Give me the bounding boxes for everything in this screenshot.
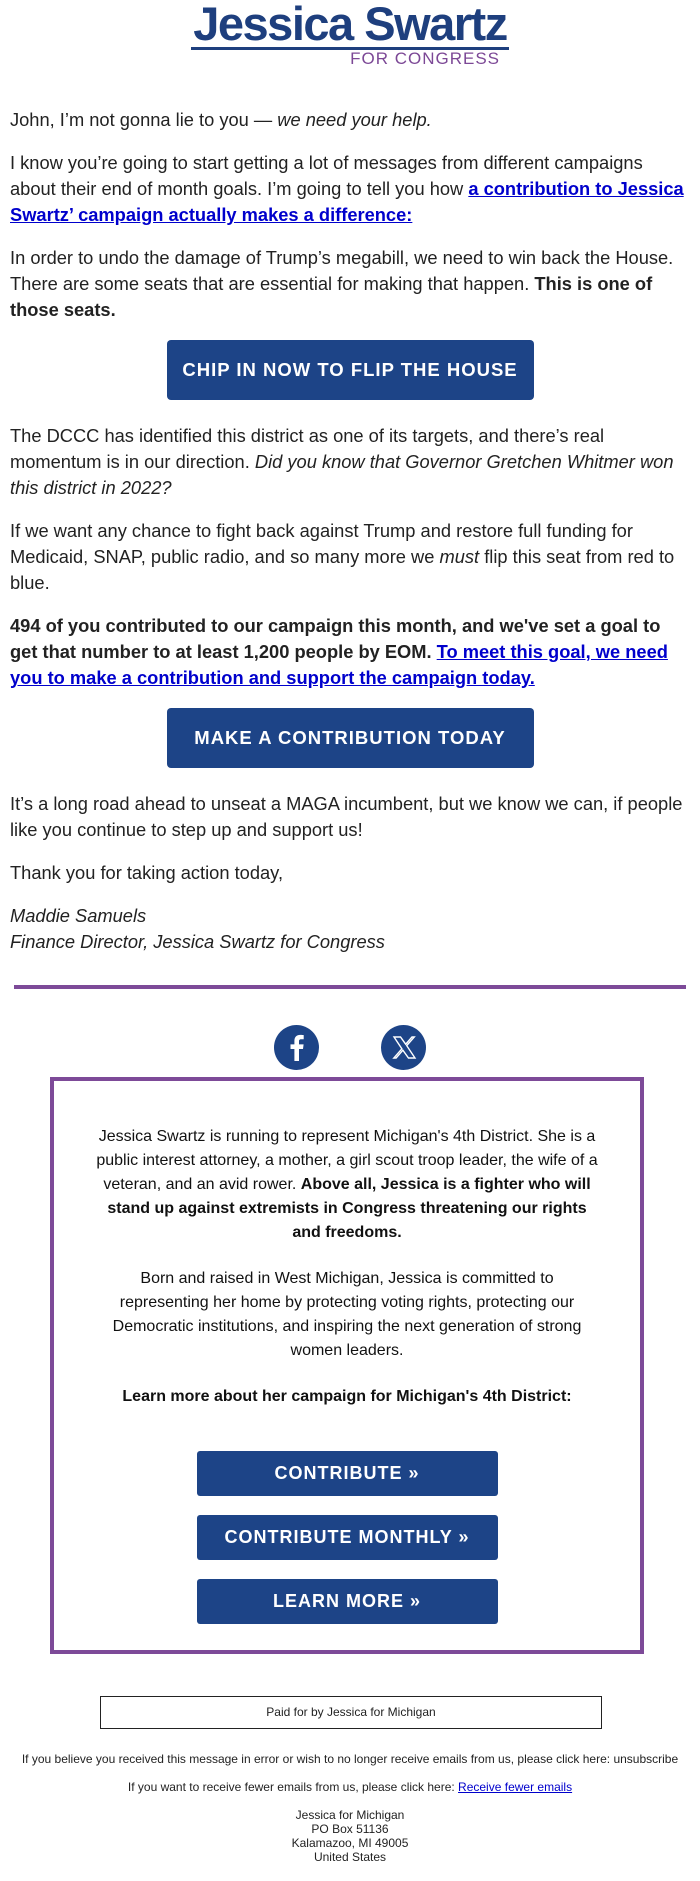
footer xyxy=(0,1752,700,1864)
x-icon[interactable] xyxy=(381,1025,426,1070)
contribution-link[interactable]: a contribution to Jessica Swartz’ campaign actually makes a difference: xyxy=(10,178,684,225)
paragraph-intro: I know you’re going to start getting a lot of messages from different campaigns about their end of month goals. I’m going to tell you how a contribution to Jessica Swartz’ campaign actually makes a difference: xyxy=(10,152,684,225)
email-body xyxy=(0,107,700,955)
bio-paragraph-2: Born and raised in West Michigan, Jessica is committed to representing her home by protecting voting rights, protecting our Democratic institutions, and inspiring the next generation of strong women leaders. xyxy=(112,1270,582,1359)
signature xyxy=(10,903,690,955)
make-contribution-button[interactable]: MAKE A CONTRIBUTION TODAY xyxy=(167,708,534,768)
unsubscribe-text[interactable]: If you believe you received this message in error or wish to no longer receive emails from us, please click here: unsubscribe xyxy=(21,1752,679,1766)
greeting-emphasis: we need your help. xyxy=(277,109,432,130)
goal-link[interactable]: To meet this goal, we need you to make a contribution and support the campaign today. xyxy=(10,641,668,688)
paragraph-road-ahead: It’s a long road ahead to unseat a MAGA incumbent, but we know we can, if people like you continue to step up and support us! xyxy=(10,793,683,840)
learn-more-button[interactable]: LEARN MORE » xyxy=(197,1579,498,1624)
paragraph-greeting: John, I’m not gonna lie to you — we need your help. xyxy=(10,109,432,130)
paragraph-fight-back: If we want any chance to fight back against Trump and restore full funding for Medicaid, SNAP, public radio, and so many more we must flip this seat from red to blue. xyxy=(10,520,675,593)
bio-buttons xyxy=(54,1431,640,1624)
paragraph-goal: 494 of you contributed to our campaign this month, and we've set a goal to get that number to at least 1,200 people by EOM. To meet this goal, we need you to make a contribution and support the campaign today. xyxy=(10,615,668,688)
whitmer-emphasis: Did you know that Governor Gretchen Whitmer won this district in 2022? xyxy=(10,451,674,498)
bio-text xyxy=(54,1081,640,1409)
chip-in-button[interactable]: CHIP IN NOW TO FLIP THE HOUSE xyxy=(167,340,534,400)
paragraph-megabill: In order to undo the damage of Trump’s megabill, we need to win back the House. There are some seats that are essential for making that happen. This is one of those seats. xyxy=(10,247,674,320)
bio-paragraph-1: Jessica Swartz is running to represent Michigan's 4th District. She is a public interest attorney, a mother, a girl scout troop leader, the wife of a veteran, and an avid rower. Above all, Jessica is a fighter who will stand up against extremists in Congress threatening our rights and freedoms. xyxy=(96,1128,598,1241)
fewer-emails-line: If you want to receive fewer emails from us, please click here: Receive fewer emails xyxy=(127,1780,573,1794)
signature-name: Maddie Samuels xyxy=(10,905,147,926)
contribute-button[interactable]: CONTRIBUTE » xyxy=(197,1451,498,1496)
logo-name: Jessica Swartz xyxy=(193,0,507,50)
facebook-icon[interactable] xyxy=(274,1025,319,1070)
cta-container-2 xyxy=(10,708,690,768)
seat-emphasis: This is one of those seats. xyxy=(10,273,653,320)
contribute-monthly-button[interactable]: CONTRIBUTE MONTHLY » xyxy=(197,1515,498,1560)
bio-learn-more-heading: Learn more about her campaign for Michigan's 4th District: xyxy=(122,1388,572,1405)
signature-title: Finance Director, Jessica Swartz for Congress xyxy=(10,931,385,952)
candidate-bio-box xyxy=(50,1077,644,1654)
fewer-emails-link[interactable]: Receive fewer emails xyxy=(458,1780,573,1794)
cta-container-1 xyxy=(10,340,690,400)
logo-subtitle: FOR CONGRESS xyxy=(350,49,500,68)
paragraph-thanks: Thank you for taking action today, xyxy=(10,862,284,883)
paragraph-dccc: The DCCC has identified this district as one of its targets, and there’s real momentum is in our direction. Did you know that Governor Gretchen Whitmer won this district in 2022? xyxy=(10,425,674,498)
mailing-address: Jessica for Michigan PO Box 51136 Kalamazoo, MI 49005 United States xyxy=(291,1808,409,1864)
campaign-logo xyxy=(0,0,700,68)
paid-for-disclaimer: Paid for by Jessica for Michigan xyxy=(100,1696,602,1729)
